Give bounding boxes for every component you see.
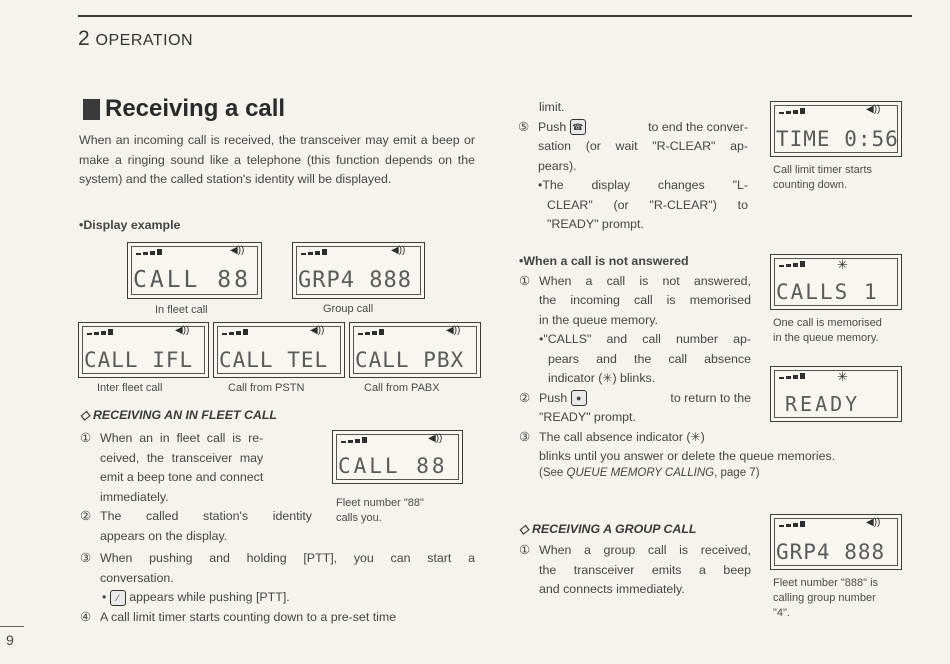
blinks-line: blinks until you answer or delete the queue memories. (539, 449, 836, 463)
caption-time: Call limit timer starts counting down. (773, 164, 873, 191)
section-title (83, 95, 285, 123)
lcd-group-call (292, 242, 425, 299)
lcd-text: GRP4 888 (776, 540, 886, 564)
clear-key-icon[interactable]: ● (571, 390, 587, 406)
lcd-call-from-pabx (349, 322, 481, 378)
signal-bars-icon (779, 108, 805, 114)
signal-bars-icon (87, 329, 113, 335)
signal-bars-icon (779, 521, 805, 527)
call-absence-icon: ✳ (837, 369, 848, 384)
in-fleet-step1: ① When an in fleet call is re- ceived, the transceiver may emit a beep tone and connect immediately. ② The called station's identity appears on the display. (80, 429, 330, 546)
see-reference: (See QUEUE MEMORY CALLING, page 7) (539, 467, 760, 479)
in-fleet-step2: ② The called station's identity appears on the display. (80, 509, 312, 543)
lcd-text: CALL 88 (338, 454, 448, 478)
lcd-call-from-pstn (213, 322, 345, 378)
speaker-icon: ◀)) (310, 325, 325, 336)
call-absence-icon: ✳ (690, 429, 701, 444)
signal-bars-icon (779, 373, 805, 379)
speaker-icon: ◀)) (446, 325, 461, 336)
step-number: ① (80, 431, 92, 445)
lcd-text: READY (785, 392, 861, 416)
lcd-calls (770, 254, 902, 310)
intro-paragraph: When an incoming call is received, the transceiver may emit a beep or make a ringing sound like a telephone (this function depends on the system) and the called station's identity will be displayed. (79, 133, 475, 186)
call-absence-icon: ✳ (602, 371, 613, 385)
speaker-icon: ◀)) (230, 245, 245, 256)
lcd-text: CALL PBX (355, 348, 465, 372)
step5: ⑤ Push ☎ to end the conver- sation (or wait "R-CLEAR" ap- pears). •The display changes "L- CLEAR" (or "R-CLEAR") to "READY" prompt. (518, 119, 748, 231)
ptt-antenna-icon: ⁄ (110, 590, 126, 606)
top-rule (78, 15, 912, 17)
lcd-text: TIME 0:56 (776, 127, 899, 151)
caption-group: Group call (323, 303, 374, 315)
lcd-group-888 (770, 514, 902, 570)
caption-pabx: Call from PABX (364, 382, 440, 394)
lcd-text: CALL IFL (84, 348, 194, 372)
chapter-number: 2 (78, 27, 90, 50)
caption-fleet-88: Fleet number "88" calls you. (336, 497, 424, 524)
section-title-text: Receiving a call (105, 95, 286, 122)
lcd-ready (770, 366, 902, 422)
speaker-icon: ◀)) (866, 104, 881, 115)
signal-bars-icon (136, 249, 162, 255)
caption-in-fleet: In fleet call (155, 304, 208, 316)
lcd-text: CALLS 1 (776, 280, 879, 304)
not-answered-block: •When a call is not answered ① When a call is not answered, the incoming call is memorised in the queue memory. •"CALLS" and call number ap- pears and the call absence indicator (✳) blinks. ② Push ● to return to the "READY" prompt. ③ The call absence indicator (✳) (519, 252, 751, 447)
chapter-header (78, 27, 193, 51)
speaker-icon: ◀)) (428, 433, 443, 444)
lcd-text: CALL 88 (133, 267, 251, 293)
lcd-time (770, 101, 902, 157)
page-number-rule (0, 626, 24, 627)
in-fleet-heading: ◇ RECEIVING AN IN FLEET CALL (80, 408, 277, 422)
chapter-word: OPERATION (95, 32, 194, 49)
lcd-text: GRP4 888 (298, 268, 412, 293)
signal-bars-icon (341, 437, 367, 443)
in-fleet-step3: ③ When pushing and holding [PTT], you can start a conversation. • ⁄ appears while pushing [PTT]. ④ A call limit timer starts counting down to a pre-set time (80, 549, 475, 627)
caption-calls: One call is memorised in the queue memory. (773, 317, 882, 344)
lcd-fleet-88 (332, 430, 463, 484)
caption-group-888: Fleet number "888" is calling group number "4". (773, 577, 879, 619)
lcd-inter-fleet-call (78, 322, 209, 378)
call-absence-icon: ✳ (837, 257, 848, 272)
group-heading: ◇ RECEIVING A GROUP CALL (519, 522, 697, 536)
signal-bars-icon (358, 329, 384, 335)
caption-pstn: Call from PSTN (228, 382, 305, 394)
title-square-icon (83, 99, 100, 120)
display-example-heading: •Display example (79, 218, 181, 232)
lcd-in-fleet-call (127, 242, 262, 299)
speaker-icon: ◀)) (175, 325, 190, 336)
page-number: 9 (6, 632, 14, 648)
lcd-text: CALL TEL (219, 348, 329, 372)
group-step1: ① When a group call is received, the transceiver emits a beep and connects immediately. (519, 543, 751, 596)
signal-bars-icon (779, 261, 805, 267)
caption-inter-fleet: Inter fleet call (97, 382, 163, 394)
speaker-icon: ◀)) (866, 517, 881, 528)
in-fleet-step4: ④ A call limit timer starts counting down to a pre-set time (80, 609, 397, 624)
end-call-key-icon[interactable]: ☎ (570, 119, 586, 135)
signal-bars-icon (222, 329, 248, 335)
speaker-icon: ◀)) (391, 245, 406, 256)
right-top-block: limit. ⑤ Push ☎ to end the conver- sation (or wait "R-CLEAR" ap- pears). •The display changes "L- CLEAR" (or "R-CLEAR") to "READY" prompt. (539, 98, 751, 235)
signal-bars-icon (301, 249, 327, 255)
